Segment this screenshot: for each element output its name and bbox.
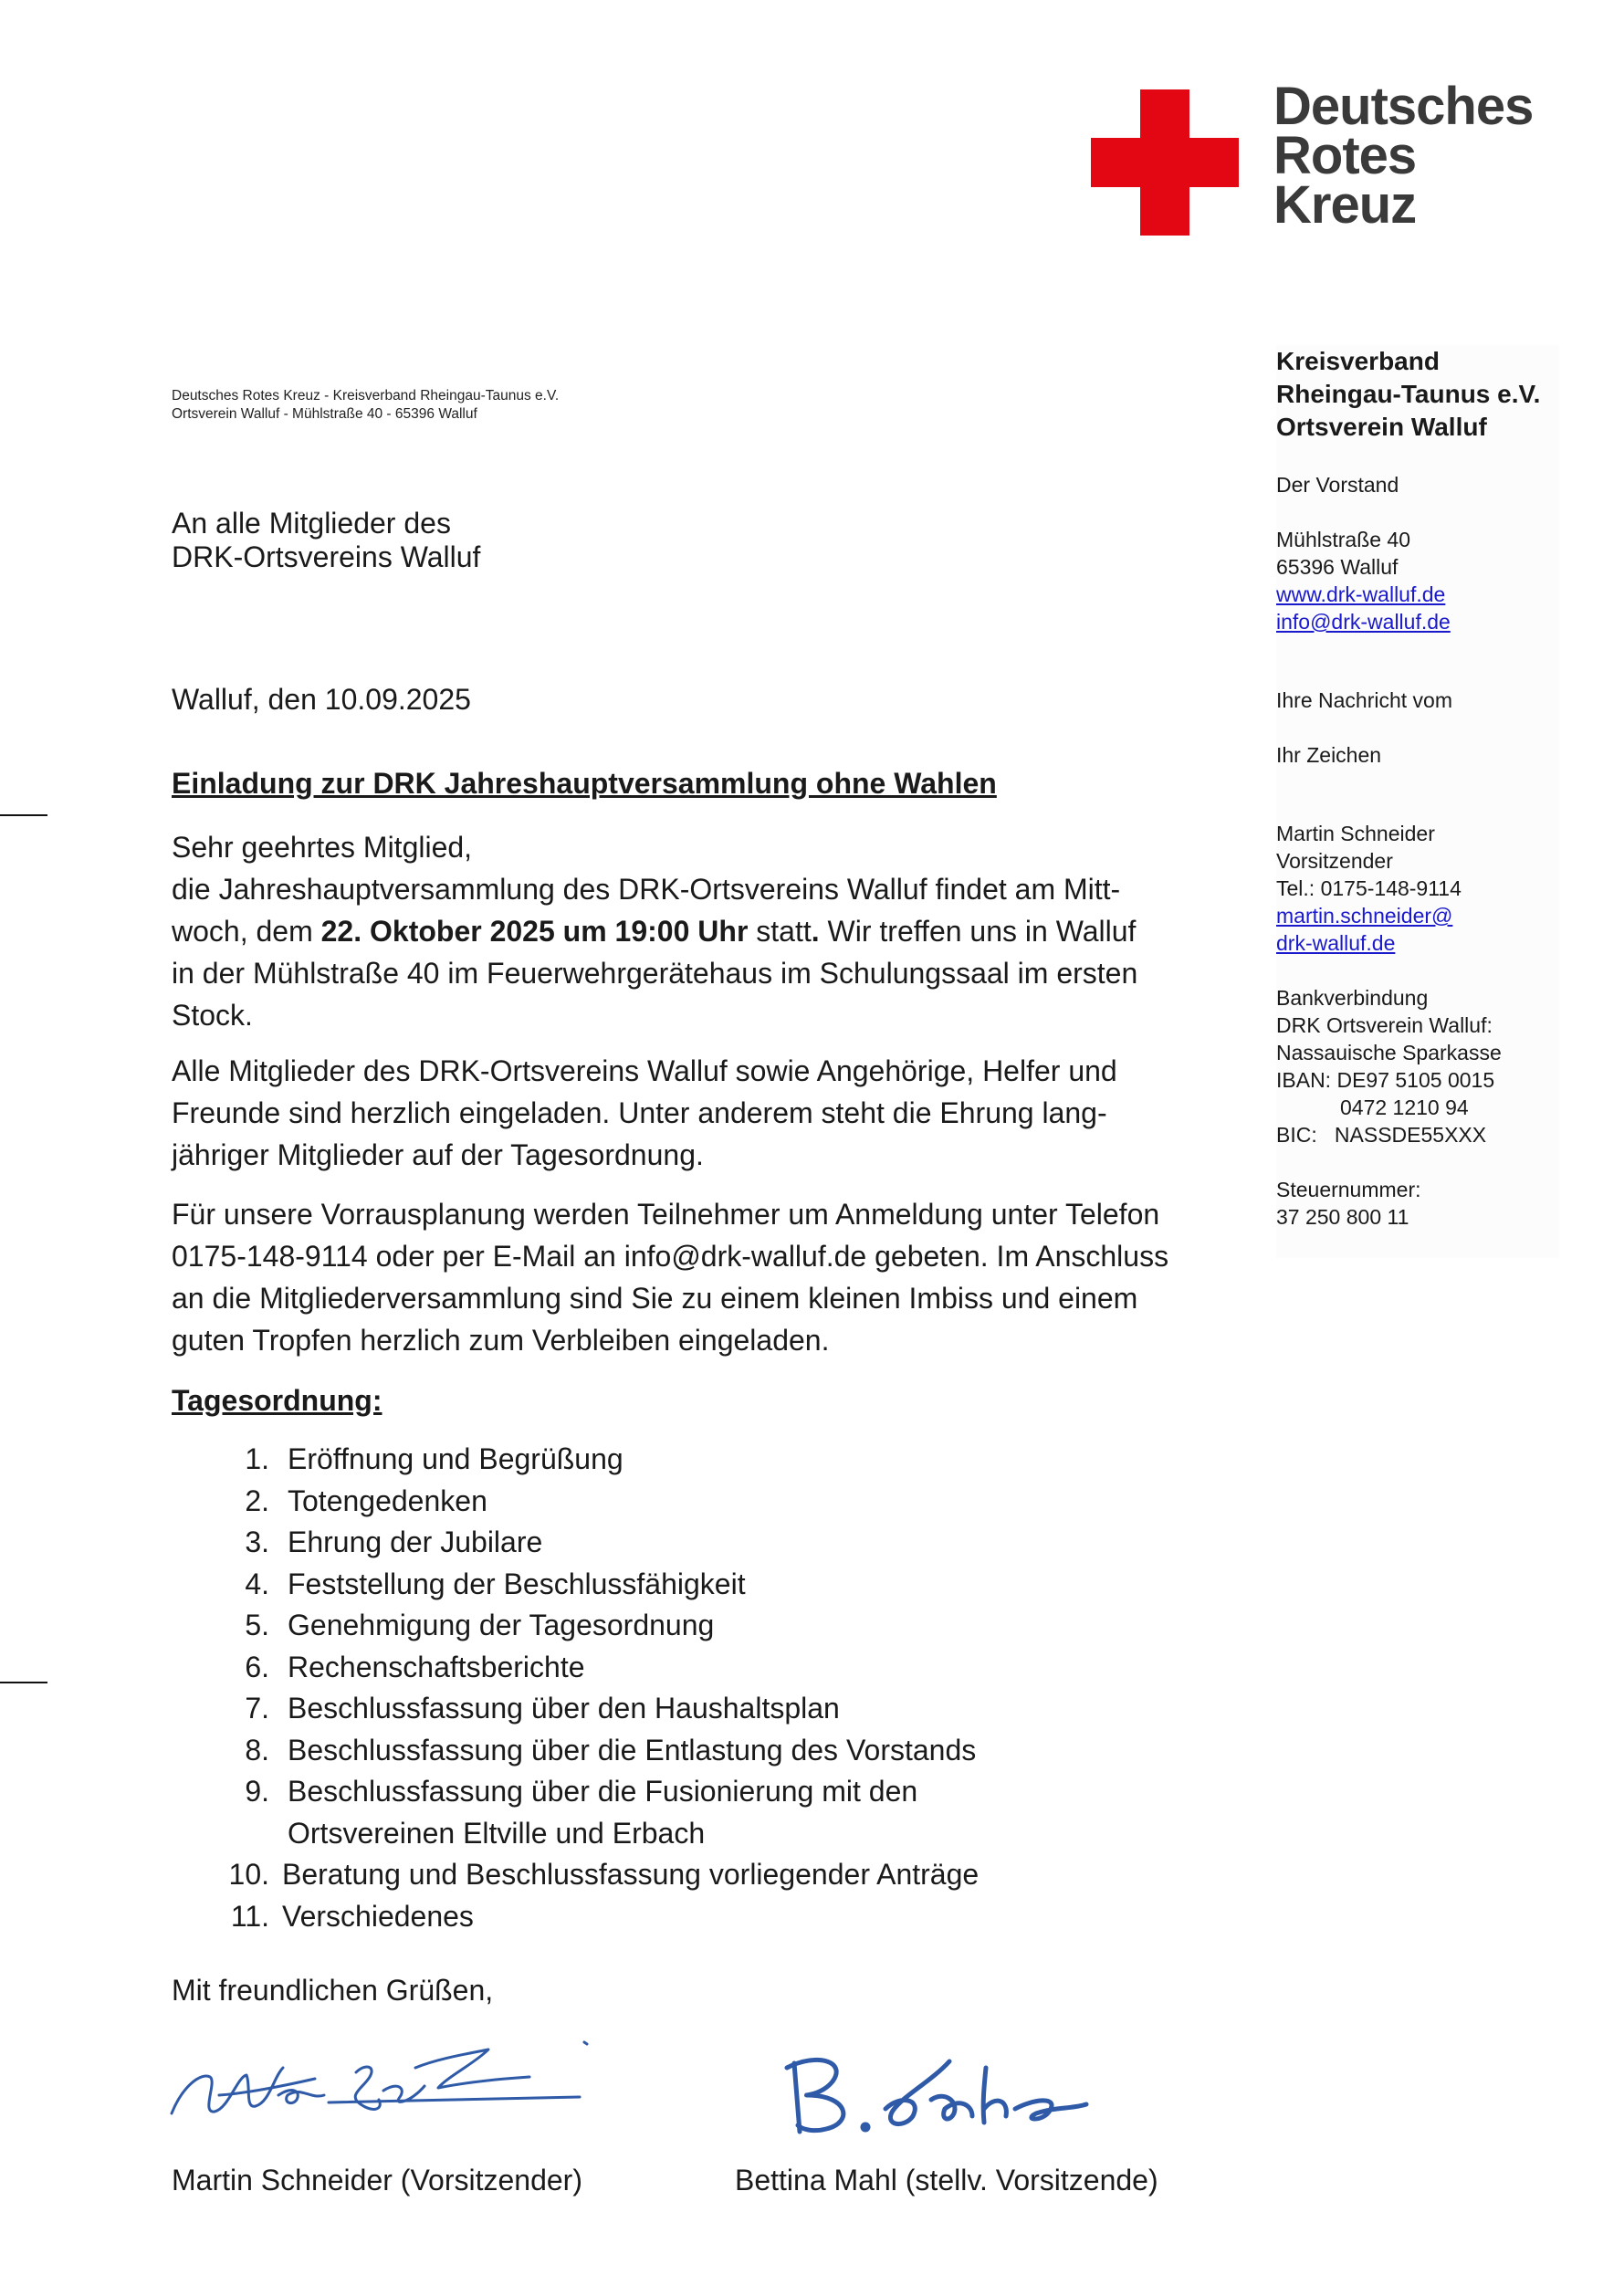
letter-date: Walluf, den 10.09.2025	[172, 683, 471, 716]
agenda-item	[172, 1439, 1176, 1481]
agenda-number: 7.	[245, 1692, 269, 1725]
body-paragraph-3	[172, 1193, 1221, 1361]
bank-holder: DRK Ortsverein Walluf:	[1276, 1013, 1493, 1037]
email-link[interactable]: info@drk-walluf.de	[1276, 610, 1451, 634]
agenda-number: 8.	[245, 1733, 269, 1767]
recipient-line-1: An alle Mitglieder des	[172, 507, 451, 540]
agenda-list	[172, 1439, 1176, 1937]
body-paragraph-1	[172, 826, 1221, 1036]
closing-greeting: Mit freundlichen Grüßen,	[172, 1974, 494, 2007]
agenda-label: Beschlussfassung über die Entlastung des Vorstands	[288, 1733, 977, 1767]
org-name-line-1: Kreisverband	[1276, 347, 1440, 375]
agenda-item	[172, 1688, 1176, 1730]
board-label: Der Vorstand	[1276, 473, 1399, 497]
drk-logo	[1085, 77, 1560, 246]
salutation: Sehr geehrtes Mitglied,	[172, 831, 473, 864]
agenda-item	[172, 1605, 1176, 1647]
paragraph-line: Freunde sind herzlich eingeladen. Unter anderem steht die Ehrung lang-	[172, 1096, 1107, 1129]
recipient-line-2: DRK-Ortsvereins Walluf	[172, 540, 481, 573]
agenda-number: 11.	[230, 1899, 269, 1933]
signatory-name-2: Bettina Mahl (stellv. Vorsitzende)	[735, 2164, 1158, 2196]
agenda-label: Eröffnung und Begrüßung	[288, 1442, 623, 1475]
logo-line-2: Rotes	[1273, 126, 1417, 185]
paragraph-line: an die Mitgliederversammlung sind Sie zu einem kleinen Imbiss und einem	[172, 1282, 1138, 1315]
paragraph-line: Für unsere Vorrausplanung werden Teilnehmer um Anmeldung unter Telefon	[172, 1198, 1160, 1231]
agenda-item	[172, 1481, 1176, 1523]
paragraph-line	[172, 910, 1221, 952]
signatory-name-1: Martin Schneider (Vorsitzender)	[172, 2164, 582, 2196]
agenda-title: Tagesordnung:	[172, 1384, 382, 1417]
signature-bettina-mahl	[776, 2045, 1114, 2145]
agenda-item	[172, 1522, 1176, 1564]
sender-line-1: Deutsches Rotes Kreuz - Kreisverband Rheingau-Taunus e.V.	[172, 388, 560, 404]
logo-line-1: Deutsches	[1273, 77, 1534, 136]
agenda-item	[172, 1647, 1176, 1689]
fold-mark	[0, 1682, 47, 1683]
paragraph-line: guten Tropfen herzlich zum Verbleiben eingeladen.	[172, 1324, 830, 1357]
fold-mark	[0, 814, 47, 816]
agenda-number: 4.	[245, 1567, 269, 1600]
agenda-label: Feststellung der Beschlussfähigkeit	[288, 1567, 746, 1600]
bic: BIC: NASSDE55XXX	[1276, 1123, 1487, 1147]
paragraph-line: Alle Mitglieder des DRK-Ortsvereins Walluf sowie Angehörige, Helfer und	[172, 1054, 1117, 1087]
reference-sign-label: Ihr Zeichen	[1276, 743, 1382, 767]
logo-line-3: Kreuz	[1273, 175, 1417, 235]
agenda-number: 1.	[245, 1442, 269, 1475]
signature-martin-schneider	[164, 2022, 639, 2141]
agenda-number: 3.	[245, 1525, 269, 1558]
recipient-block	[172, 507, 480, 574]
tax-number-value: 37 250 800 11	[1276, 1205, 1409, 1229]
agenda-label: Verschiedenes	[282, 1899, 474, 1933]
agenda-label: Ehrung der Jubilare	[288, 1525, 543, 1558]
agenda-label: Beratung und Beschlussfassung vorliegender Anträge	[282, 1858, 980, 1891]
agenda-number: 5.	[245, 1609, 269, 1641]
contact-phone: Tel.: 0175-148-9114	[1276, 876, 1462, 900]
org-name-line-3: Ortsverein Walluf	[1276, 413, 1487, 441]
iban-line-2: 0472 1210 94	[1340, 1096, 1469, 1119]
text-run: woch, dem	[172, 915, 321, 948]
text-run: Wir treffen uns in Walluf	[819, 915, 1137, 948]
text-run-bold: .	[811, 915, 820, 948]
agenda-item	[172, 1896, 1176, 1938]
sidebar-info	[1276, 345, 1559, 1258]
reference-message-label: Ihre Nachricht vom	[1276, 688, 1453, 712]
paragraph-line: Stock.	[172, 999, 253, 1032]
paragraph-line: 0175-148-9114 oder per E-Mail an info@drk-walluf.de gebeten. Im Anschluss	[172, 1240, 1169, 1273]
agenda-label: Rechenschaftsberichte	[288, 1650, 585, 1683]
iban-line-1: IBAN: DE97 5105 0015	[1276, 1068, 1495, 1092]
paragraph-line: jähriger Mitglieder auf der Tagesordnung.	[172, 1138, 704, 1171]
website-link[interactable]: www.drk-walluf.de	[1276, 582, 1446, 606]
city-address: 65396 Walluf	[1276, 555, 1399, 579]
contact-name: Martin Schneider	[1276, 822, 1435, 845]
agenda-label: Genehmigung der Tagesordnung	[288, 1609, 715, 1641]
agenda-number: 2.	[245, 1483, 269, 1517]
agenda-number: 6.	[245, 1650, 269, 1683]
text-run: statt	[748, 915, 812, 948]
street-address: Mühlstraße 40	[1276, 528, 1411, 551]
agenda-label: Ortsvereinen Eltville und Erbach	[288, 1816, 706, 1850]
sender-line-2: Ortsverein Walluf - Mühlstraße 40 - 65396 Walluf	[172, 406, 477, 422]
meeting-datetime: 22. Oktober 2025 um 19:00 Uhr	[320, 915, 749, 948]
paragraph-line: in der Mühlstraße 40 im Feuerwehrgerätehaus im Schulungssaal im ersten	[172, 957, 1138, 990]
contact-email-link[interactable]: martin.schneider@	[1276, 904, 1453, 928]
agenda-number: 9.	[245, 1775, 269, 1808]
agenda-number: 10.	[228, 1858, 269, 1891]
contact-role: Vorsitzender	[1276, 849, 1393, 873]
paragraph-line: die Jahreshauptversammlung des DRK-Ortsvereins Walluf findet am Mitt-	[172, 873, 1121, 906]
body-paragraph-2	[172, 1050, 1221, 1176]
tax-number-label: Steuernummer:	[1276, 1178, 1421, 1201]
bank-name: Nassauische Sparkasse	[1276, 1041, 1502, 1064]
agenda-label: Beschlussfassung über die Fusionierung mit den	[288, 1775, 918, 1808]
org-name-line-2: Rheingau-Taunus e.V.	[1276, 380, 1541, 408]
agenda-number	[172, 1813, 269, 1855]
sender-address	[172, 387, 559, 424]
bank-title: Bankverbindung	[1276, 986, 1429, 1010]
agenda-item-continuation	[172, 1813, 1176, 1855]
letter-subject: Einladung zur DRK Jahreshauptversammlung ohne Wahlen	[172, 767, 997, 800]
agenda-label: Totengedenken	[288, 1483, 487, 1517]
red-cross-bar	[1091, 138, 1239, 187]
agenda-item	[172, 1771, 1176, 1813]
contact-email-link-continued[interactable]: drk-walluf.de	[1276, 931, 1396, 955]
agenda-item	[172, 1854, 1176, 1896]
logo-wordmark	[1273, 77, 1566, 235]
agenda-label: Beschlussfassung über den Haushaltsplan	[288, 1692, 840, 1725]
agenda-item	[172, 1564, 1176, 1606]
agenda-item	[172, 1730, 1176, 1772]
